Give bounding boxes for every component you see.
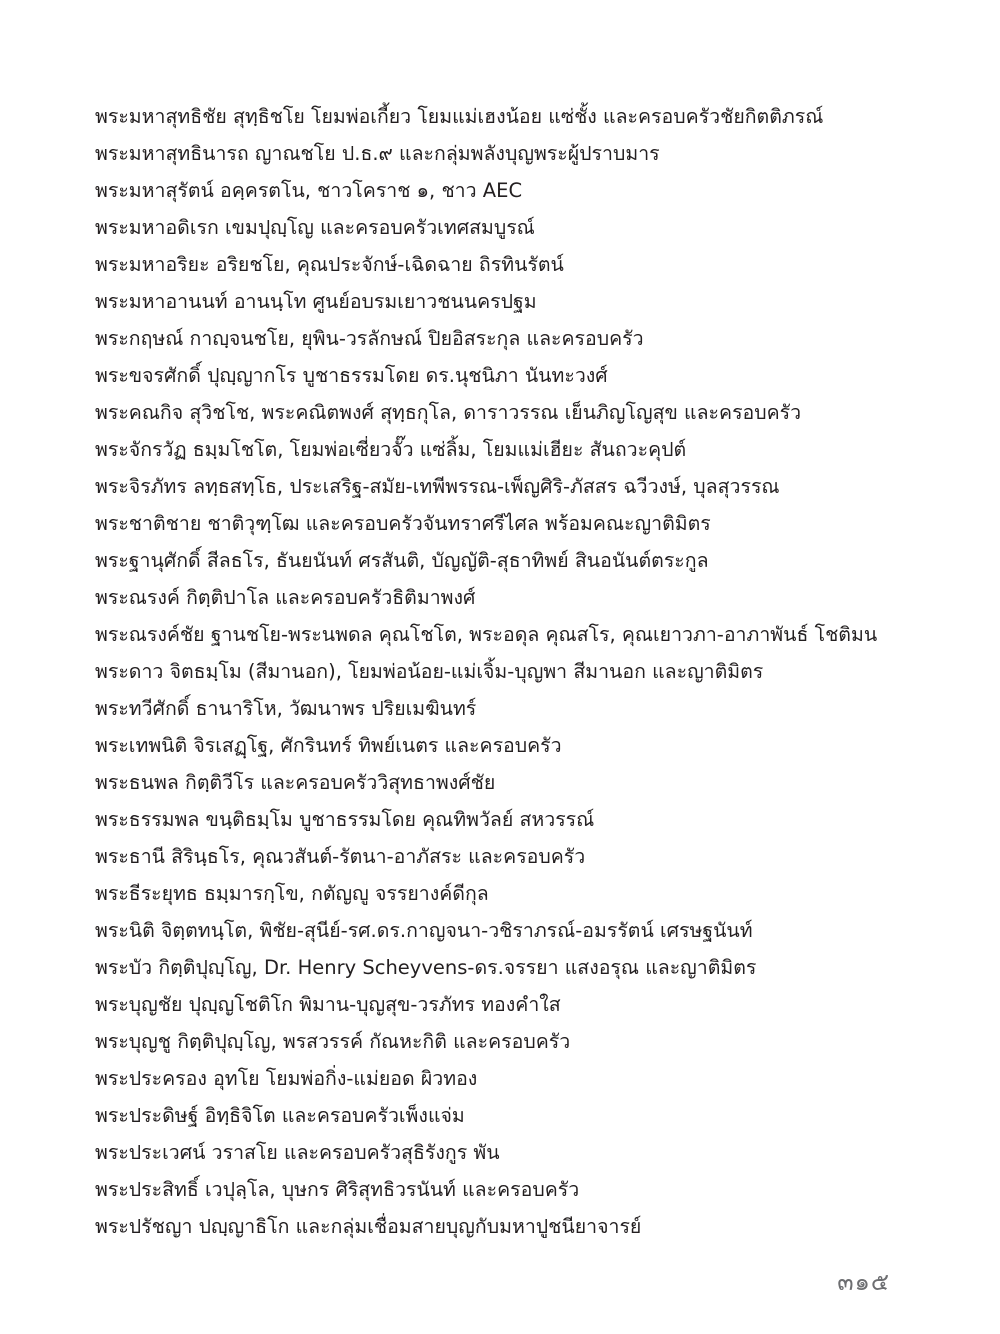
list-item: พระทวีศักดิ์ ธานาริโห, วัฒนาพร ปริยเมฆินทร์ — [95, 697, 477, 720]
list-item: พระธานี สิรินฺธโร, คุณวสันต์-รัตนา-อาภัสระ และครอบครัว — [95, 845, 586, 868]
list-item: พระบุญชู กิตฺติปุญฺโญ, พรสวรรค์ กัณหะกิติ และครอบครัว — [95, 1030, 571, 1053]
list-item: พระชาติชาย ชาติวุฑฺโฒ และครอบครัวจันทราศรีไศล พร้อมคณะญาติมิตร — [95, 512, 711, 535]
list-item: พระมหาสุรัตน์ อคฺครตโน, ชาวโคราช ๑, ชาว AEC — [95, 179, 523, 202]
list-item: พระประสิทธิ์ เวปุลฺโล, บุษกร ศิริสุทธิวรนันท์ และครอบครัว — [95, 1178, 580, 1201]
list-item: พระธรรมพล ขนฺติธมฺโม บูชาธรรมโดย คุณทิพวัลย์ สหวรรณ์ — [95, 808, 595, 831]
list-item: พระมหาอดิเรก เขมปุญฺโญ และครอบครัวเทศสมบูรณ์ — [95, 216, 535, 239]
list-item: พระดาว จิตธมฺโม (สีมานอก), โยมพ่อน้อย-แม่เจิ้ม-บุญพา สีมานอก และญาติมิตร — [95, 660, 764, 683]
list-item: พระฐานุศักดิ์ สีลธโร, ธันยนันท์ ศรสันติ, บัญญัติ-สุธาทิพย์ สินอนันต์ตระกูล — [95, 549, 709, 572]
list-item: พระเทพนิติ จิรเสฏฺโฐ, ศักรินทร์ ทิพย์เนตร และครอบครัว — [95, 734, 562, 757]
list-item: พระประดิษฐ์ อิทฺธิจิโต และครอบครัวเพ็งแจ่ม — [95, 1104, 465, 1127]
list-item: พระบุญชัย ปุญฺญโชติโก พิมาน-บุญสุข-วรภัทร ทองคำใส — [95, 993, 561, 1016]
donor-name-list — [95, 98, 975, 1245]
list-item: พระประครอง อุทโย โยมพ่อกิ่ง-แม่ยอด ผิวทอง — [95, 1067, 478, 1090]
list-item: พระคณกิจ สุวิชโช, พระคณิตพงศ์ สุทฺธกุโล, ดาราวรรณ เย็นภิญโญสุข และครอบครัว — [95, 401, 802, 424]
list-item: พระขจรศักดิ์ ปุญฺญากโร บูชาธรรมโดย ดร.นุชนิภา นันทะวงศ์ — [95, 364, 608, 387]
list-item: พระจิรภัทร ลทฺธสทฺโธ, ประเสริฐ-สมัย-เทพีพรรณ-เพ็ญศิริ-ภัสสร ฉวีวงษ์, บุลสุวรรณ — [95, 475, 780, 498]
list-item: พระนิติ จิตฺตทนฺโต, พิชัย-สุนีย์-รศ.ดร.กาญจนา-วชิราภรณ์-อมรรัตน์ เศรษฐนันท์ — [95, 919, 753, 942]
list-item: พระธนพล กิตฺติวีโร และครอบครัววิสุทธาพงศ์ชัย — [95, 771, 496, 794]
list-item: พระมหาสุทธินารถ ญาณชโย ป.ธ.๙ และกลุ่มพลังบุญพระผู้ปราบมาร — [95, 142, 660, 165]
list-item: พระมหาอริยะ อริยชโย, คุณประจักษ์-เฉิดฉาย ถิรทินรัตน์ — [95, 253, 564, 276]
list-item: พระธีระยุทธ ธมฺมารกฺโข, กตัญญู จรรยางค์ดีกุล — [95, 882, 489, 905]
list-item: พระณรงค์ชัย ฐานชโย-พระนพดล คุณโชโต, พระอดุล คุณสโร, คุณเยาวภา-อาภาพันธ์ โชติมน — [95, 623, 878, 646]
list-item: พระมหาสุทธิชัย สุทฺธิชโย โยมพ่อเกี้ยว โยมแม่เฮงน้อย แซ่ชั้ง และครอบครัวชัยกิตติภรณ์ — [95, 105, 824, 128]
list-item: พระบัว กิตฺติปุญฺโญ, Dr. Henry Scheyvens-ดร.จรรยา แสงอรุณ และญาติมิตร — [95, 956, 757, 979]
list-item: พระจักรวัฏ ธมฺมโชโต, โยมพ่อเซี่ยวจั๊ว แซ่ลิ้ม, โยมแม่เฮียะ สันถวะคุปต์ — [95, 438, 687, 461]
list-item: พระปรัชญา ปญฺญาธิโก และกลุ่มเชื่อมสายบุญกับมหาปูชนียาจารย์ — [95, 1215, 642, 1238]
list-item: พระประเวศน์ วราสโย และครอบครัวสุธิรังกูร พัน — [95, 1141, 500, 1164]
list-item: พระกฤษณ์ กาญฺจนชโย, ยุพิน-วรลักษณ์ ปิยอิสระกุล และครอบครัว — [95, 327, 644, 350]
list-item: พระณรงค์ กิตฺติปาโล และครอบครัวธิติมาพงศ์ — [95, 586, 476, 609]
page-number: ๓๑๕ — [837, 1268, 890, 1296]
list-item: พระมหาอานนท์ อานนฺโท ศูนย์อบรมเยาวชนนครปฐม — [95, 290, 537, 313]
